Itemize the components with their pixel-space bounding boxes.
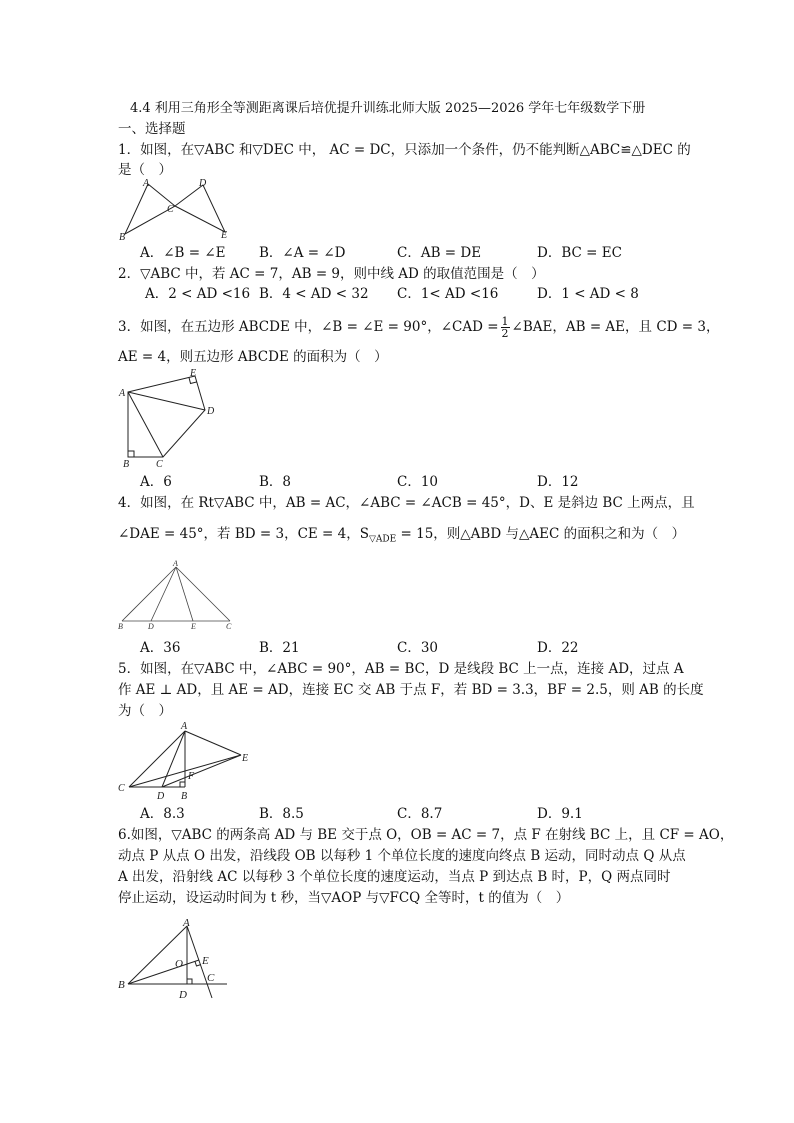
- q4-option-a[interactable]: A．36: [140, 640, 181, 656]
- q6-label-e: E: [202, 955, 209, 967]
- q4-option-c[interactable]: C．30: [397, 640, 439, 656]
- document-title: 4.4 利用三角形全等测距离课后培优提升训练北师大版 2025—2026 学年七年级数学下册: [130, 101, 646, 116]
- q3-option-b[interactable]: B．8: [259, 474, 292, 490]
- section-heading: 一、选择题: [118, 121, 186, 137]
- q3-stem-part1: 3．如图，在五边形 ABCDE 中，∠B = ∠E = 90°，∠CAD =: [118, 319, 499, 335]
- q6-label-b: B: [118, 979, 125, 991]
- q5-right-angle-b: [180, 782, 185, 787]
- q1-label-e: E: [221, 230, 228, 241]
- q6-label-d: D: [179, 989, 187, 1001]
- q1-option-a[interactable]: A．∠B = ∠E: [140, 245, 226, 261]
- q4-segment-ab: [122, 567, 176, 621]
- q2-option-b[interactable]: B．4 < AD < 32: [259, 286, 369, 302]
- q3-pentagon: [128, 376, 205, 457]
- q6-right-angle-d: [187, 979, 192, 984]
- q6-altitude-be: [128, 960, 199, 984]
- q1-label-b: B: [119, 232, 126, 241]
- q5-segment-ae: [185, 731, 241, 755]
- q3-fraction-denominator: 2: [501, 327, 509, 340]
- q6-segment-ba: [128, 926, 187, 984]
- q4-figure: [115, 559, 240, 631]
- q4-area-subscript: ▽ADE: [369, 534, 397, 545]
- q3-stem-line2: AE = 4，则五边形 ABCDE 的面积为（ ）: [118, 349, 388, 365]
- q2-option-d[interactable]: D．1 < AD < 8: [537, 286, 639, 302]
- q5-label-a: A: [181, 721, 188, 732]
- q1-label-c: C: [167, 204, 174, 215]
- q4-stem-part1: ∠DAE = 45°，若 BD = 3，CE = 4，S: [118, 526, 369, 542]
- q3-fraction: [501, 316, 510, 339]
- q4-stem-part2: = 15，则△ABD 与△AEC 的面积之和为（ ）: [396, 526, 686, 542]
- q3-option-d[interactable]: D．12: [537, 474, 579, 490]
- q3-label-d: D: [207, 406, 215, 417]
- q1-label-a: A: [143, 178, 150, 189]
- q3-option-c[interactable]: C．10: [397, 474, 439, 490]
- q3-figure: [115, 366, 220, 470]
- q5-label-f: F: [188, 771, 195, 782]
- q3-label-c: C: [156, 459, 163, 470]
- q3-label-e: E: [190, 368, 197, 379]
- q5-label-d: D: [157, 791, 165, 801]
- q5-option-a[interactable]: A．8.3: [140, 806, 185, 822]
- q1-label-d: D: [199, 178, 207, 189]
- q3-stem-part2: ∠BAE，AB = AE，且 CD = 3，: [511, 319, 720, 335]
- q1-triangle-dec: [175, 185, 225, 232]
- q3-segment-ad: [128, 392, 205, 410]
- q3-fraction-numerator: 1: [501, 315, 509, 328]
- q6-stem-line4: 停止运动，设运动时间为 t 秒，当▽AOP 与▽FCQ 全等时，t 的值为（ ）: [118, 890, 570, 906]
- q5-label-c: C: [118, 783, 125, 794]
- q6-stem-line1: 6.如图，▽ABC 的两条高 AD 与 BE 交于点 O，OB = AC = 7，点 F 在射线 BC 上，且 CF = AO，: [118, 827, 734, 843]
- q4-option-b[interactable]: B．21: [259, 640, 300, 656]
- q1-option-b[interactable]: B．∠A = ∠D: [259, 245, 346, 261]
- q4-label-b: B: [118, 622, 123, 631]
- q4-label-c: C: [226, 622, 232, 631]
- q4-stem-line1: 4．如图，在 Rt▽ABC 中，AB = AC，∠ABC = ∠ACB = 45°，D、E 是斜边 BC 上两点，且: [118, 495, 695, 511]
- q5-stem-line1: 5．如图，在▽ABC 中，∠ABC = 90°，AB = BC，D 是线段 BC 上一点，连接 AD，过点 A: [118, 661, 684, 677]
- q5-stem-line3: 为（ ）: [118, 703, 172, 719]
- q1-stem-line2: 是（ ）: [118, 162, 172, 178]
- q6-figure: [115, 914, 235, 1004]
- q6-stem-line2: 动点 P 从点 O 出发，沿线段 OB 以每秒 1 个单位长度的速度向终点 B 运动，同时动点 Q 从点: [118, 848, 686, 864]
- q5-option-c[interactable]: C．8.7: [397, 806, 443, 822]
- q5-option-d[interactable]: D．9.1: [537, 806, 583, 822]
- q4-option-d[interactable]: D．22: [537, 640, 579, 656]
- q4-segment-ad: [151, 567, 176, 621]
- q4-stem-line2: [118, 525, 685, 549]
- q3-right-angle-b: [128, 451, 134, 457]
- q4-label-e: E: [191, 622, 196, 631]
- q6-label-o: O: [175, 958, 183, 970]
- q5-figure: [115, 719, 255, 801]
- q3-label-b: B: [123, 459, 130, 470]
- q5-option-b[interactable]: B．8.5: [259, 806, 304, 822]
- q4-label-a: A: [173, 559, 178, 568]
- q5-label-e: E: [242, 753, 249, 764]
- q3-segment-ac: [128, 392, 163, 457]
- q2-stem: 2．▽ABC 中，若 AC = 7，AB = 9，则中线 AD 的取值范围是（ ）: [118, 266, 545, 282]
- q6-stem-line3: A 出发，沿射线 AC 以每秒 3 个单位长度的速度运动，当点 P 到达点 B 时，P，Q 两点同时: [118, 869, 671, 885]
- q5-segment-de: [162, 755, 241, 787]
- q6-label-c: C: [207, 972, 215, 984]
- q3-option-a[interactable]: A．6: [140, 474, 172, 490]
- q1-stem-line1: 1．如图，在▽ABC 和▽DEC 中， AC = DC，只添加一个条件，仍不能判断△ABC≌△DEC 的: [118, 142, 691, 158]
- q2-option-c[interactable]: C．1< AD <16: [397, 286, 499, 302]
- q2-option-a[interactable]: A．2 < AD <16: [145, 286, 251, 302]
- q6-label-a: A: [183, 917, 190, 929]
- q4-label-d: D: [148, 622, 154, 631]
- q3-label-a: A: [119, 388, 126, 399]
- q1-figure: [115, 176, 230, 241]
- q5-label-b: B: [181, 791, 188, 801]
- q5-stem-line2: 作 AE ⊥ AD，且 AE = AD，连接 EC 交 AB 于点 F，若 BD = 3.3，BF = 2.5，则 AB 的长度: [118, 682, 704, 698]
- q3-stem-line1: [118, 316, 719, 339]
- q1-option-c[interactable]: C．AB = DE: [397, 245, 482, 261]
- q1-option-d[interactable]: D．BC = EC: [537, 245, 622, 261]
